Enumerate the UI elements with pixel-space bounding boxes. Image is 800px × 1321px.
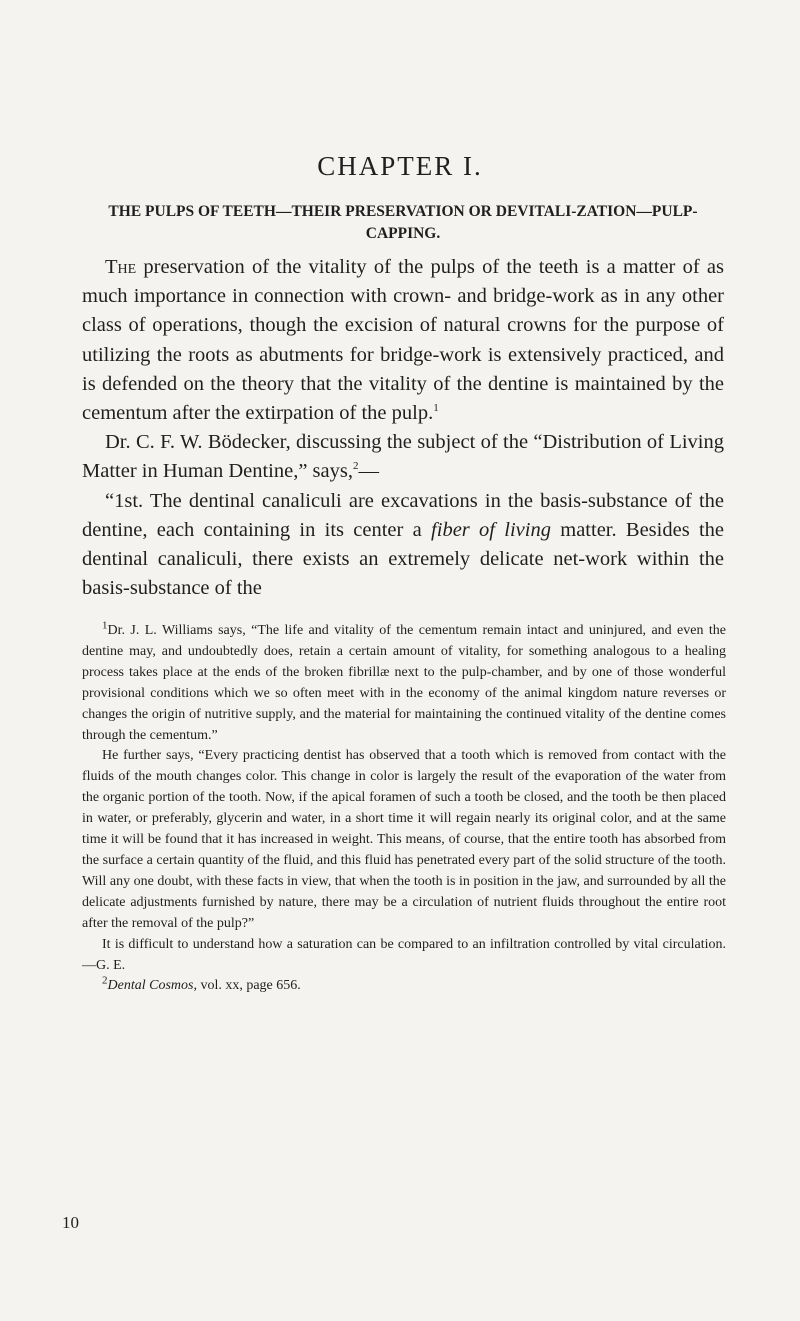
footnotes [82,621,726,997]
paragraph-3-italic: fiber of living [431,518,551,541]
main-text [82,253,724,603]
section-title: THE PULPS OF TEETH—THEIR PRESERVATION OR DEVITALI-ZATION—PULP-CAPPING. [108,203,698,242]
footnote-2-source: Dental Cosmos [107,978,194,994]
chapter-heading: CHAPTER I. [317,151,483,181]
footnote-ref-1: 1 [433,402,439,415]
paragraph-1-lead: The [105,256,137,278]
paragraph-1 [82,253,724,428]
paragraph-3-text: “1st. The dentinal canaliculi are excavations in the basis-substance of the dentine, each containing in its center a [82,489,724,541]
footnote-1-marker: 1 [102,619,108,632]
footnote-2-citation: , vol. xx, page 656. [193,978,301,994]
footnote-1-remark: It is difficult to understand how a saturation can be compared to an infiltration controlled by vital circulation.—G. E. [82,936,726,973]
footnote-2-marker: 2 [102,974,108,987]
paragraph-3-rest: matter. Besides the dentinal canaliculi, there exists an extremely delicate net-work within the basis-substance of the [82,518,724,600]
paragraph-2-text: Dr. C. F. W. Bödecker, discussing the subject of the “Distribution of Living Matter in Human Dentine,” says, [82,431,724,483]
footnote-ref-2: 2 [352,460,359,473]
page-number: 10 [62,1213,79,1232]
footnote-2 [82,976,726,997]
paragraph-3 [82,487,724,604]
footnote-1-continued: He further says, “Every practicing dentist has observed that a tooth which is removed from contact with the fluids of the mouth changes color. This change in color is largely the result of the evaporation of the water from the organic portion of the tooth. Now, if the apical foramen of such a tooth be closed, and the tooth be then placed in water, or preferably, glycerin and water, in a short time it will regain nearly its original color, and at the same time it will be found that it has increased in weight. This means, of course, that the entire tooth has absorbed from the surface a certain quantity of the fluid, and this fluid has penetrated every part of the solid structure of the tooth. Will any one doubt, with these facts in view, that when the tooth is in position in the jaw, and surrounded by all the delicate adjustments furnished by nature, there may be a circulation of nutrient fluids throughout the entire root after the removal of the pulp?” [82,748,726,931]
footnote-1 [82,621,726,746]
paragraph-1-text: preservation of the vitality of the pulps of the teeth is a matter of as much importance in connection with crown- and bridge-work as in any other class of operations, though the excision of natural crowns for the purpose of utilizing the roots as abutments for bridge-work is extensively practiced, and is defended on the theory that the vitality of the dentine is maintained by the cementum after the extirpation of the pulp. [82,256,724,425]
footnote-1-text: Dr. J. L. Williams says, “The life and vitality of the cementum remain intact and uninjured, and even the dentine may, and undoubtedly does, retain a certain amount of vitality, for something analogous to a healing process takes place at the ends of the broken fibrillæ next to the pulp-chamber, and by one of those wonderful provisional conditions which we so often meet with in the economy of the animal kingdom nature reverses or changes the origin of nutritive supply, and the material for maintaining the continued vitality of the dentine comes through the cementum.” [82,623,726,743]
paragraph-2-dash: — [358,460,379,483]
paragraph-2 [82,428,724,486]
